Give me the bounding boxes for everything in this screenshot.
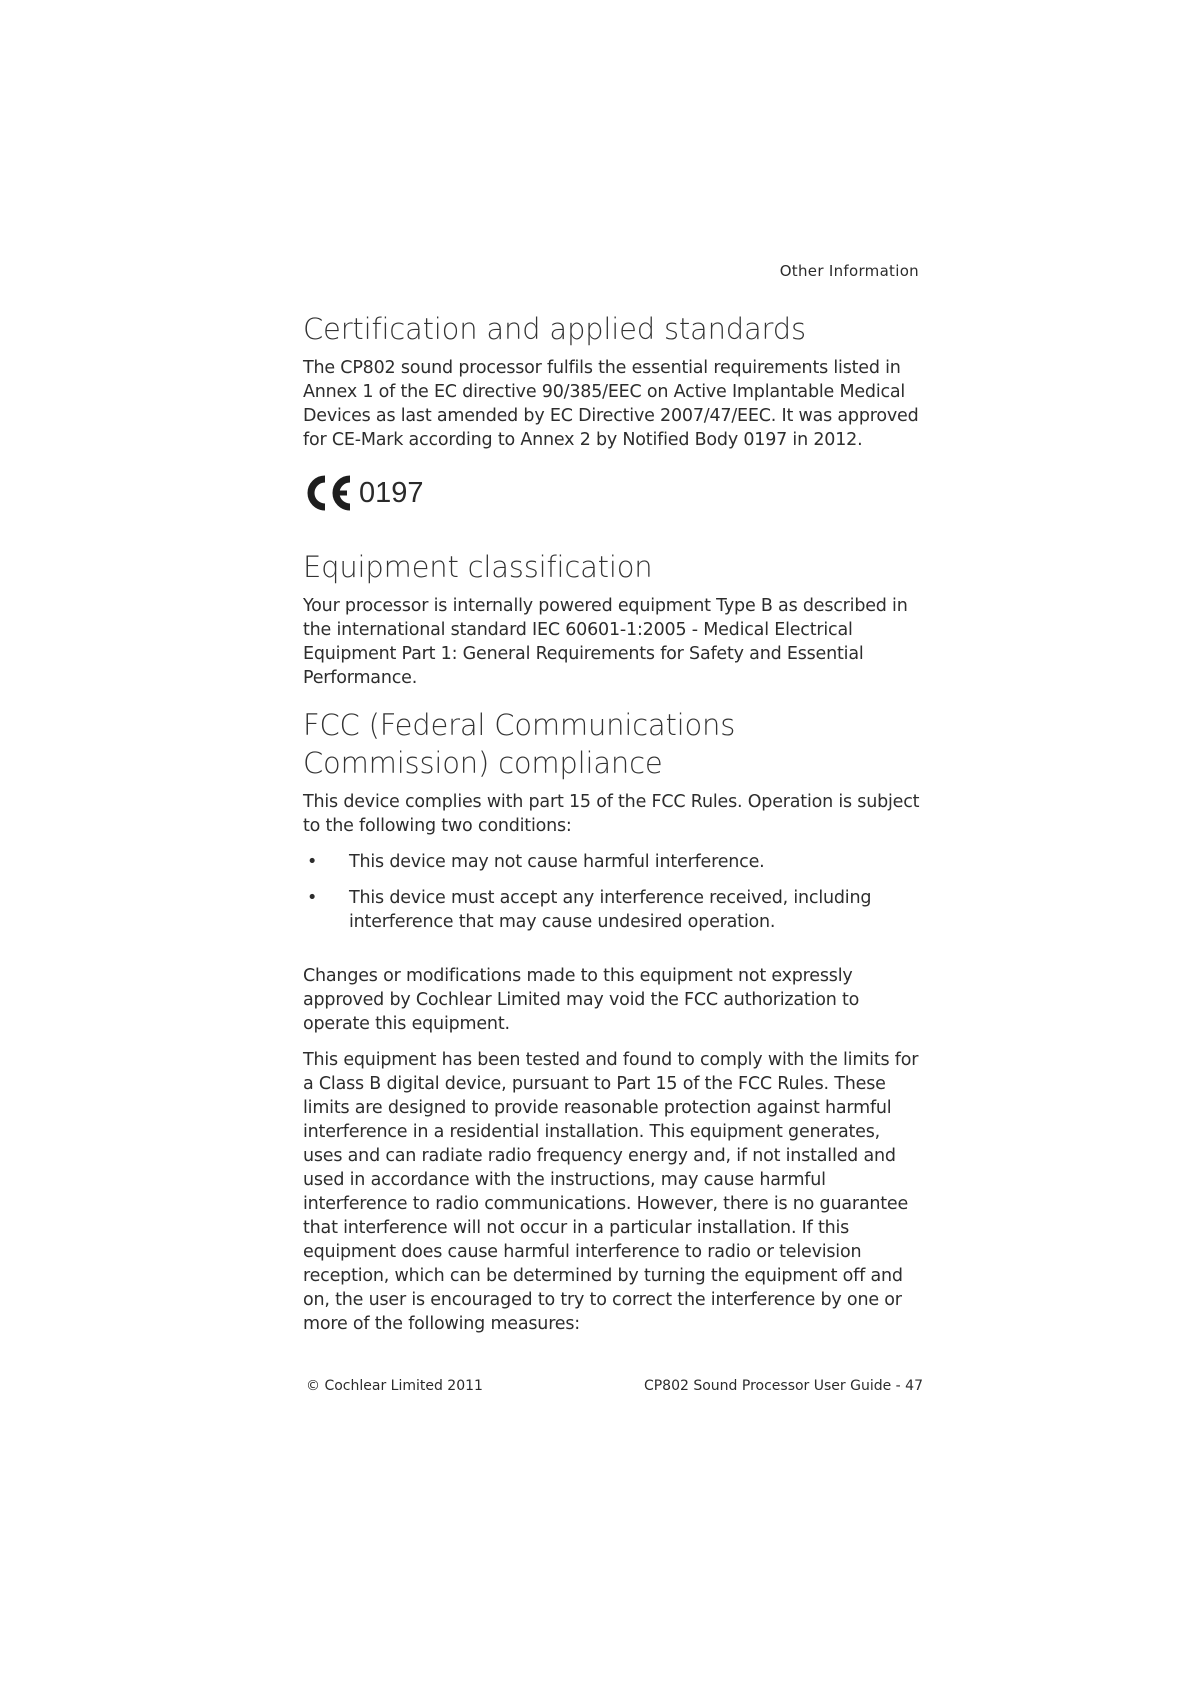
condition-text: This device must accept any interference received, including interference that may cause undesired operation.: [349, 888, 872, 932]
section-label: Other Information: [779, 262, 919, 280]
fcc-heading: FCC (Federal Communications Commission) compliance: [303, 708, 736, 780]
bullet-icon: •: [307, 888, 318, 908]
certification-heading: Certification and applied standards: [303, 312, 806, 346]
bullet-icon: •: [307, 852, 318, 872]
equipment-heading: Equipment classification: [303, 550, 653, 584]
footer-copyright: © Cochlear Limited 2011: [306, 1378, 483, 1394]
ce-mark-icon: [303, 474, 357, 512]
ce-notified-body-number: 0197: [359, 476, 424, 509]
fcc-intro: This device complies with part 15 of the FCC Rules. Operation is subject to the following two conditions:: [303, 792, 920, 836]
equipment-body: Your processor is internally powered equipment Type B as described in the international standard IEC 60601-1:2005 - Medical Electrical Equipment Part 1: General Requirements for Safety and Essential Performance.: [303, 596, 908, 688]
condition-text: This device may not cause harmful interference.: [349, 852, 765, 872]
footer-page-info: CP802 Sound Processor User Guide - 47: [643, 1378, 923, 1394]
certification-body: The CP802 sound processor fulfils the essential requirements listed in Annex 1 of the EC directive 90/385/EEC on Active Implantable Medical Devices as last amended by EC Directive 2007/47/EEC. It was approved for CE-Mark according to Annex 2 by Notified Body 0197 in 2012.: [303, 358, 919, 450]
page-content: [303, 310, 923, 1348]
list-item: [303, 886, 923, 934]
fcc-conditions-list: [303, 850, 923, 934]
list-item: [303, 850, 923, 874]
fcc-modifications: Changes or modifications made to this equipment not expressly approved by Cochlear Limited may void the FCC authorization to operate this equipment.: [303, 966, 860, 1034]
fcc-testing: This equipment has been tested and found to comply with the limits for a Class B digital device, pursuant to Part 15 of the FCC Rules. These limits are designed to provide reasonable protection against harmful interference in a residential installation. This equipment generates, uses and can radiate radio frequency energy and, if not installed and used in accordance with the instructions, may cause harmful interference to radio communications. However, there is no guarantee that interference will not occur in a particular installation. If this equipment does cause harmful interference to radio or television reception, which can be determined by turning the equipment off and on, the user is encouraged to try to correct the interference by one or more of the following measures:: [303, 1050, 919, 1334]
ce-mark: [303, 470, 923, 516]
